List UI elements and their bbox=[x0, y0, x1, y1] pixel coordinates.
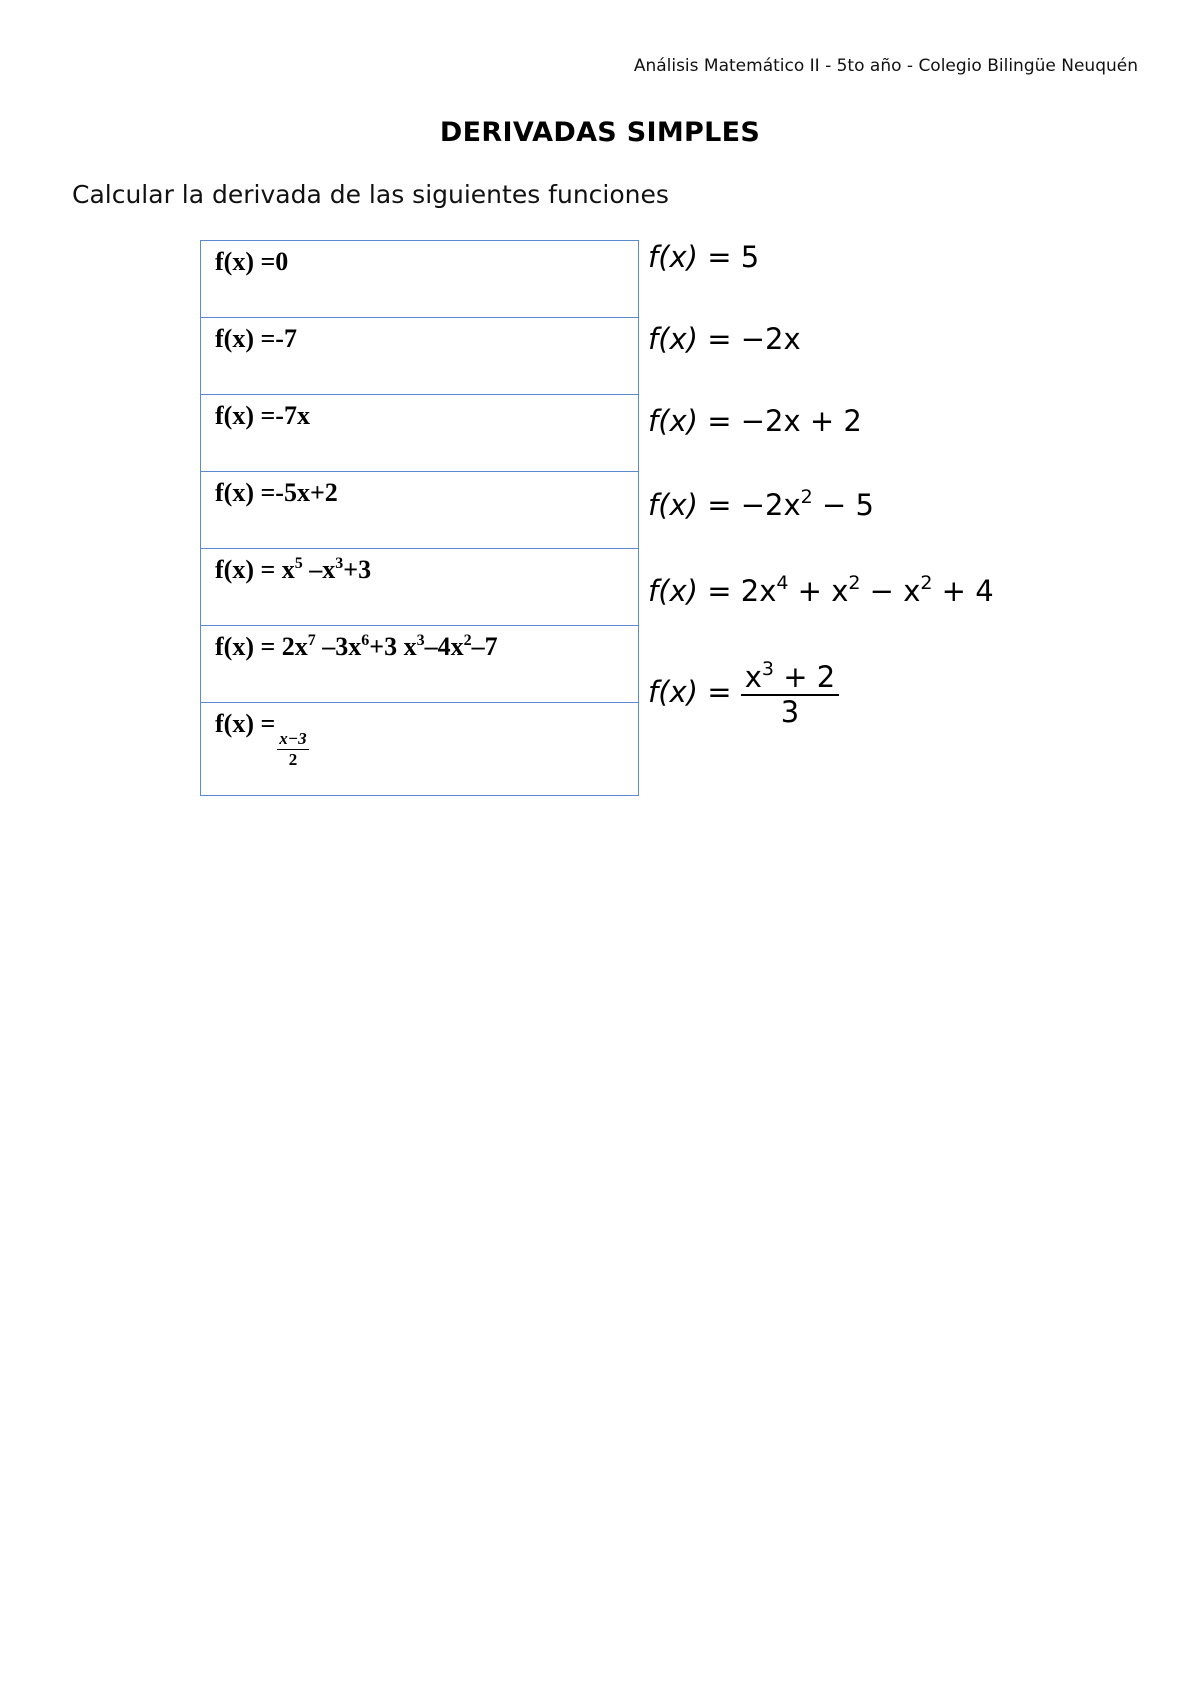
right-function: f(x) = −2x bbox=[648, 322, 801, 356]
table-row bbox=[201, 241, 639, 318]
right-function: $f(x) = 2x^4 + x^2 - x^2 + 4$ bbox=[648, 572, 994, 608]
function-cell: f(x) =-5x+2 bbox=[201, 472, 639, 549]
function-cell: f(x) =0 bbox=[201, 241, 639, 318]
right-function: f(x) = −2x + 2 bbox=[648, 404, 862, 438]
table-row bbox=[201, 395, 639, 472]
table-row bbox=[201, 472, 639, 549]
function-cell: f(x) =-7 bbox=[201, 318, 639, 395]
right-function: f(x) = 5 bbox=[648, 240, 760, 274]
page-header: Análisis Matemático II - 5to año - Colegio Bilingüe Neuquén bbox=[633, 56, 1138, 76]
instruction-text: Calcular la derivada de las siguientes funciones bbox=[72, 180, 669, 209]
table-row bbox=[201, 549, 639, 626]
table-row bbox=[201, 318, 639, 395]
table-row bbox=[201, 703, 639, 796]
function-cell: f(x) = $\frac{x-3}{2}$ bbox=[201, 703, 639, 796]
function-cell: $f(x) = 2x^7$ $-3x^6+3$ $x^3-4x^2-7$ bbox=[201, 626, 639, 703]
functions-table bbox=[200, 240, 639, 796]
right-function: f(x) = $\frac{x^3 + 2}{3}$ bbox=[648, 660, 839, 728]
right-function: $f(x) = -2x^2 - 5$ bbox=[648, 486, 874, 522]
table-row bbox=[201, 626, 639, 703]
function-cell: f(x) =-7x bbox=[201, 395, 639, 472]
function-cell: $f(x) = x^5$ $-x^3+3$ bbox=[201, 549, 639, 626]
page-title: DERIVADAS SIMPLES bbox=[439, 117, 761, 148]
fraction: $\frac{x^3 + 2}{3}$ bbox=[741, 660, 839, 728]
fraction: $\frac{x-3}{2}$ bbox=[279, 728, 307, 769]
